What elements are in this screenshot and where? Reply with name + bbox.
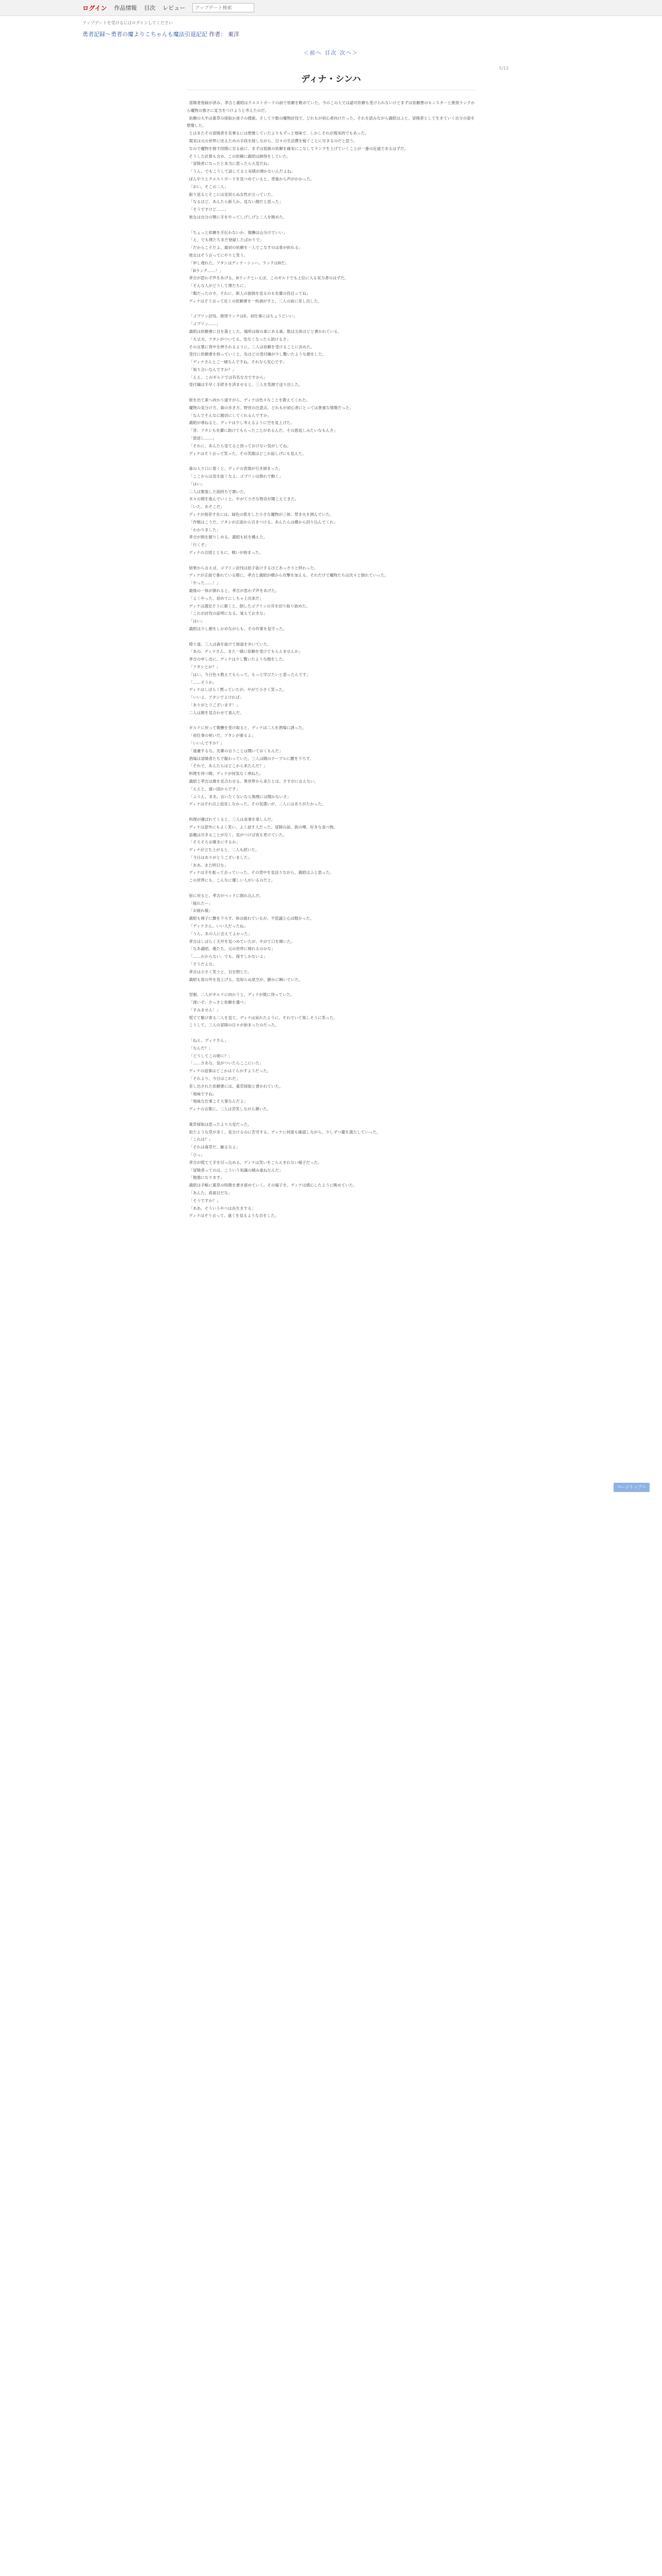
paragraph-break <box>187 457 475 465</box>
body-paragraph: 「どうしてこの街に？」 <box>189 1053 233 1058</box>
body-paragraph: 義昭は少し顔をしかめながらも、その作業を見守った。 <box>189 626 287 631</box>
episode-number: 5/13 <box>499 66 508 71</box>
paragraph-break <box>187 222 475 229</box>
body-paragraph: 「……そうか」 <box>189 680 217 685</box>
body-paragraph: 「あんた、真面目だな」 <box>189 1190 233 1195</box>
login-link[interactable]: ログイン <box>82 4 107 12</box>
paragraph-break <box>187 717 475 725</box>
body-paragraph: 「ゴブリン討伐。推奨ランクはE。初仕事にはちょうどいい」 <box>189 314 297 319</box>
body-paragraph: 義昭も椅子に腰を下ろす。体は疲れているが、不思議と心は軽かった。 <box>189 916 314 921</box>
body-paragraph: 木々の間を進んでいくと、やがて小さな物音が聞こえてきた。 <box>189 497 299 502</box>
paragraph-break <box>187 306 475 313</box>
body-paragraph: ディナの合図とともに、戦いが始まった。 <box>189 550 263 555</box>
body-paragraph: 「そんな人がどうして僕たちに」 <box>189 283 248 289</box>
body-paragraph: 「……さあな。気がついたらここにいた」 <box>189 1061 263 1066</box>
body-paragraph: 「ひっ」 <box>189 1152 205 1157</box>
body-paragraph: 「大丈夫、アタシがついてる。危なくなったら助けるさ」 <box>189 336 291 342</box>
nav-link-work-info[interactable]: 作品情報 <box>114 5 137 11</box>
body-paragraph: ディナはそう言って笑った。その笑顔はどこか寂しげにも見えた。 <box>189 451 306 456</box>
paragraph-break <box>187 1029 475 1037</box>
body-paragraph: 「ねえ、ディナさん」 <box>189 1038 228 1043</box>
chapter-title: ディナ・シンハ <box>301 74 361 84</box>
body-paragraph: 「いいよ。アタシでよければ」 <box>189 695 244 700</box>
body-paragraph: 「よくやった。初めてにしちゃ上出来だ」 <box>189 596 263 601</box>
body-paragraph: 森の入り口に着くと、ディナの表情が引き締まった。 <box>189 466 283 471</box>
body-paragraph: 「そうですか？」 <box>189 1198 221 1203</box>
body-paragraph: 「ああ。そういうやつは長生きする」 <box>189 1206 256 1211</box>
body-paragraph: 二人は緊張した面持ちで頷いた。 <box>189 489 248 494</box>
body-paragraph: その言葉に背中を押されるように、二人は依頼を受けることに決めた。 <box>189 344 315 349</box>
next-episode-link[interactable]: 次へ＞ <box>340 50 359 56</box>
body-paragraph: 「なあ義昭。俺たち、元の世界に帰れるのかな」 <box>189 946 275 952</box>
paragraph-break <box>187 885 475 892</box>
body-paragraph: 「今日はありがとうございました」 <box>189 855 252 860</box>
body-paragraph: 「なんでそんなに親切にしてくれるんですか」 <box>189 413 272 418</box>
nav-link-toc[interactable]: 目次 <box>144 5 156 11</box>
body-paragraph: 義昭は手帳に薬草の特徴を書き留めていく。その様子を、ディナは感心したように眺めていた。 <box>189 1183 357 1188</box>
body-paragraph: 「暇だったのさ。それに、新人の面倒を見るのも先輩の役目ってね」 <box>189 291 310 296</box>
body-paragraph: 義昭も窓の外を見上げる。見知らぬ星空が、静かに瞬いていた。 <box>189 977 303 982</box>
body-paragraph: 「初仕事の祝いだ。アタシが奢るよ」 <box>189 733 256 738</box>
body-paragraph: ディナは手を振って去っていった。その背中を見送りながら、義昭はふと思った。 <box>189 870 334 875</box>
body-paragraph: 「ここからは気を抜くなよ。ゴブリンは群れで動く」 <box>189 474 283 479</box>
body-paragraph: 「いた。あそこだ」 <box>189 504 224 510</box>
body-paragraph: ディナは満足そうに頷くと、倒したゴブリンの耳を切り取り始めた。 <box>189 603 310 608</box>
body-paragraph: そうした計算も含め、この依頼に義昭は納得をしていた。 <box>189 154 291 159</box>
body-paragraph: ディナはそう言って、遠くを見るような目をした。 <box>189 1213 279 1218</box>
body-paragraph: 振り返るとそこには見知らぬ女性が立っていた。 <box>189 192 275 197</box>
body-paragraph: 帰り道、三人は森を抜けて街道を歩いていた。 <box>189 641 272 647</box>
body-paragraph: 義昭が尋ねると、ディナは少し考えるように空を見上げた。 <box>189 420 294 426</box>
body-paragraph: 「そろそろお開きにするか」 <box>189 840 240 845</box>
body-paragraph: 孝吉が思わず声をあげる。Bランクといえば、このギルドでも上位に入る実力者のはずだ。 <box>189 276 349 281</box>
body-paragraph: 「Bランク……！」 <box>189 268 223 273</box>
body-paragraph: 孝吉が剣を握りしめる。義昭も杖を構えた。 <box>189 535 268 540</box>
page-top-button[interactable]: ページトップへ <box>614 1483 650 1492</box>
body-paragraph: ディナはそれ以上追及しなかった。その気遣いが、二人にはありがたかった。 <box>189 802 326 807</box>
body-paragraph: 「ありがとうございます！」 <box>189 702 240 707</box>
prev-episode-link[interactable]: ＜前へ <box>303 50 322 56</box>
body-paragraph: 彼女は自分の顎に手をやってしげしげと二人を眺めた。 <box>189 214 287 219</box>
body-paragraph: 「知り合いなんですか？」 <box>189 367 236 372</box>
body-paragraph: 酒場は冒険者たちで賑わっていた。三人は隅のテーブルに腰を下ろす。 <box>189 756 314 761</box>
body-paragraph: 依頼の大半は薬草の採取か迷子の捜索、そして少数の魔物討伐で、どれもが初心者向けだった。それを読みながら義昭はふと、冒険者として生きていく自分の姿を想像した。 <box>187 115 475 128</box>
body-paragraph: ディナの言葉に、二人は苦笑しながら頷いた。 <box>189 1107 271 1112</box>
body-paragraph: 結果から言えば、ゴブリン討伐は拍子抜けするほどあっさりと終わった。 <box>189 565 318 570</box>
body-paragraph: こうして、三人の冒険の日々が始まったのだった。 <box>189 1023 279 1028</box>
body-paragraph: 「なるほど、あんたら新人か。見ない顔だと思った」 <box>189 199 283 205</box>
body-paragraph: ぼんやりとクエストボードを見つめていると、背後から声がかかった。 <box>189 176 315 181</box>
body-paragraph: 「ディナさん、いい人だったね」 <box>189 924 248 929</box>
paragraph-break <box>187 557 475 565</box>
body-paragraph: 「やった……！」 <box>189 581 221 586</box>
body-paragraph: 「冒険者ってのは、こういう知識の積み重ねなんだ」 <box>189 1167 283 1173</box>
body-paragraph: 「地味ですね」 <box>189 1091 217 1096</box>
body-paragraph: 「なんだ？」 <box>189 1045 213 1050</box>
body-paragraph: 冒険者登録が済み、孝吉と義昭はクエストボードの前で依頼を眺めていた。今のこの人では認可依頼も受けられないけどまずは依頼書のモンスターと推奨ランクから魔物の強さに見当をつけようと考えたのだ。 <box>187 100 475 113</box>
paragraph-break <box>187 1113 475 1121</box>
body-paragraph: ディナは意外にもよく笑い、よく話す人だった。冒険の話、街の噂、好きな食べ物。 <box>189 824 338 829</box>
body-paragraph: 「冒険者になったと本当に思ったら大変だね」 <box>189 161 272 166</box>
body-paragraph: 話題は尽きることがなく、気がつけば夜も更けていた。 <box>189 832 287 837</box>
body-paragraph: 「だからこそだよ。最初の依頼を一人でこなすのは骨が折れる」 <box>189 245 303 250</box>
body-paragraph: 「作戦はこうだ。アタシが正面から引きつける。あんたらは横から回り込んでくれ」 <box>189 519 338 524</box>
body-paragraph: 薬草採取は思ったより大変だった。 <box>189 1122 252 1127</box>
novel-content <box>187 56 475 1220</box>
body-paragraph: 義昭は依頼書に目を落とした。場所は街の東にある森、数は五体ほどと書かれている。 <box>189 329 342 334</box>
body-paragraph: 「遅いぞ。さっさと依頼を選べ」 <box>189 1000 248 1005</box>
body-paragraph: ディナの返事はどこかはぐらかすようだった。 <box>189 1069 271 1074</box>
work-title-link[interactable]: 勇者記録〜勇者の魔よりこちゃんも魔法引退記記 <box>82 31 207 38</box>
body-paragraph: 最後の一体が倒れると、孝吉が思わず声をあげた。 <box>189 588 279 593</box>
body-paragraph: 「いいんですか？」 <box>189 740 224 745</box>
paragraph-break <box>187 808 475 816</box>
body-paragraph: 孝吉はしばらく天井を見つめていたが、やがて口を開いた。 <box>189 939 295 944</box>
body-paragraph: ディナはしばらく黙っていたが、やがて小さく笑った。 <box>189 687 287 692</box>
body-paragraph: 「そうだよな」 <box>189 962 217 967</box>
body-paragraph: 「申し遅れた。アタシはディナ・シンハ。ランクはBだ」 <box>189 260 289 265</box>
body-paragraph: 「ゴブリン……」 <box>189 321 220 327</box>
body-paragraph: 翌朝、二人がギルドに向かうと、ディナが既に待っていた。 <box>189 992 294 997</box>
body-paragraph: 「これが討伐の証明になる。覚えておきな」 <box>189 611 268 616</box>
body-paragraph: 「それより、今日はこれだ」 <box>189 1076 240 1081</box>
toc-link[interactable]: 目次 <box>325 50 337 56</box>
search-input[interactable] <box>192 3 254 12</box>
body-paragraph: ディナが指差す先には、緑色の肌をした小さな魔物が三体、焚き火を囲んでいた。 <box>189 512 334 517</box>
top-navigation-bar <box>0 0 662 16</box>
body-paragraph: 「わかりました」 <box>189 527 221 532</box>
body-paragraph: 孝吉が慌てて手を引っ込める。ディナは笑いをこらえきれない様子だった。 <box>189 1160 322 1165</box>
body-paragraph: 孝吉は小さく笑うと、目を閉じた。 <box>189 969 252 974</box>
login-notice: アップデートを受けるにはログインしてください <box>82 21 173 25</box>
body-paragraph: 「ええ、このギルドでは有名な方ですから」 <box>189 375 268 380</box>
body-paragraph: 受付嬢は手早く手続きを済ませると、三人を笑顔で送り出した。 <box>189 382 303 387</box>
body-paragraph: 差し出された依頼書には、薬草採取と書かれていた。 <box>189 1083 283 1089</box>
body-paragraph: 「それに、あんたら見てると放っておけない気がしてね」 <box>189 443 291 448</box>
body-paragraph: 「お疲れ様」 <box>189 908 213 913</box>
body-paragraph: 「うん。あの人に会えてよかった」 <box>189 931 252 936</box>
work-title-line <box>82 30 662 38</box>
body-paragraph: 宿に戻ると、孝吉がベッドに倒れ込んだ。 <box>189 893 263 898</box>
body-paragraph: 慌てて駆け寄る二人を見て、ディナは呆れたように、それでいて楽しそうに笑った。 <box>189 1015 338 1020</box>
body-paragraph: この世界にも、こんなに優しい人がいるのだと。 <box>189 878 275 883</box>
body-paragraph: 彼女はそう言ってにやりと笑う。 <box>189 252 248 258</box>
body-paragraph: 「そうですけど……」 <box>189 207 228 212</box>
body-paragraph: 魔物の見分け方、森の歩き方、野営の注意点。どれもが初心者にとっては貴重な情報だった。 <box>189 405 354 410</box>
body-paragraph: 二人は顔を見合わせて喜んだ。 <box>189 710 244 715</box>
body-paragraph: 街を出て東へ向かう道すがら、ディナは色々なことを教えてくれた。 <box>189 398 310 403</box>
body-paragraph: ディナが正面で暴れている間に、孝吉と義昭が横から攻撃を加える。それだけで魔物たちは次々と倒れていった。 <box>189 573 389 578</box>
body-paragraph: 義昭と孝吉は顔を見合わせる。異世界から来たとは、さすがに言えない。 <box>189 778 319 784</box>
body-paragraph: ギルドに戻って報酬を受け取ると、ディナは二人を酒場に誘った。 <box>189 725 306 731</box>
body-paragraph: 「ちょっと依頼を手伝わないか。報酬は山分けでいい」 <box>189 230 287 235</box>
body-paragraph: 「勉強になります」 <box>189 1175 224 1180</box>
body-paragraph: 「疲れたー」 <box>189 901 213 906</box>
body-paragraph: 孝吉の申し出に、ディナは少し驚いたような顔をした。 <box>189 657 287 662</box>
episode-pager <box>0 48 662 56</box>
body-paragraph: ディナが立ち上がると、二人も続いた。 <box>189 848 259 853</box>
nav-link-review[interactable]: レビュー <box>162 5 186 11</box>
body-paragraph: 「アタシとか？」 <box>189 664 220 669</box>
body-paragraph: 「はい」 <box>189 481 205 486</box>
body-paragraph: 「うん、でもこうして話してると実感が湧かないんだよね」 <box>189 169 295 174</box>
body-paragraph: 料理が運ばれてくると、三人は食事を楽しんだ。 <box>189 817 275 822</box>
body-paragraph: ディナはそう言って近くの依頼書を一枚剥がすと、二人の前に差し出した。 <box>189 298 322 303</box>
body-paragraph: 「遠慮するな。先輩の言うことは聞いておくもんだ」 <box>189 748 283 753</box>
novel-body <box>187 99 475 1220</box>
paragraph-break <box>187 389 475 397</box>
body-paragraph: 「ああ。また明日な」 <box>189 862 228 868</box>
body-paragraph: 「はい。今日色々教えてもらって、もっと学びたいと思ったんです」 <box>189 672 310 677</box>
body-paragraph: 「おい。そこの二人」 <box>189 184 228 189</box>
body-paragraph: 現実は元の世界に戻るための手段を探しながら、日々の生活費を稼ぐことに尽きるのだと思う。 <box>189 138 358 143</box>
body-paragraph: 似たような草が多く、見分けるのに苦労する。ディナに何度も確認しながら、少しずつ籠を満たしていった。 <box>189 1129 380 1134</box>
body-paragraph: なので魔物を倒す段階に至る前に、まずは低級の依頼を確実にこなしてランクを上げていくことが一番の近道であるはずだ。 <box>189 146 408 151</box>
body-paragraph: 「これは？」 <box>189 1137 213 1142</box>
body-paragraph: 受付に依頼書を持っていくと、先ほどの受付嬢が少し驚いたような顔をした。 <box>189 352 326 357</box>
body-paragraph: 「ええと、遠い国からです」 <box>189 786 240 791</box>
body-paragraph: 「昔、アタシも先輩に助けてもらったことがあるんだ。その恩返しみたいなもんさ」 <box>189 428 338 433</box>
body-paragraph: 「ふうん。まあ、言いたくないなら無理には聞かないさ」 <box>189 794 291 799</box>
body-paragraph: 「行くぞ」 <box>189 543 209 548</box>
paragraph-break <box>187 984 475 991</box>
body-paragraph: 料理を待つ間、ディナが何気なく尋ねた。 <box>189 771 263 776</box>
body-paragraph: 「ディナさんとご一緒なんですね。それなら安心です」 <box>189 360 287 365</box>
body-paragraph: とはまたその冒険者を名乗るには想像していたよりもずっと地味で、しかしそれが現実的でもあった。 <box>189 131 369 136</box>
author-name[interactable]: 東洋 <box>228 31 239 38</box>
body-paragraph: 「恩返し……」 <box>189 436 217 441</box>
body-paragraph: 「それは毒草だ。触るなよ」 <box>189 1145 240 1150</box>
body-paragraph: 「あの、ディナさん。また一緒に依頼を受けてもらえませんか」 <box>189 649 303 654</box>
body-paragraph: 「地味な仕事こそ大事なんだよ」 <box>189 1099 248 1104</box>
paragraph-break <box>187 633 475 641</box>
body-paragraph: 「はい」 <box>189 619 205 624</box>
body-paragraph: 「すみません！」 <box>189 1007 221 1012</box>
body-paragraph: 「それで、あんたらはどこから来たんだ？」 <box>189 764 268 769</box>
body-paragraph: 「……わからない。でも、探すしかないよ」 <box>189 954 268 959</box>
author-label: 作者： <box>209 31 226 38</box>
body-paragraph: 「え、でも僕たちまだ登録したばかりで」 <box>189 238 264 243</box>
